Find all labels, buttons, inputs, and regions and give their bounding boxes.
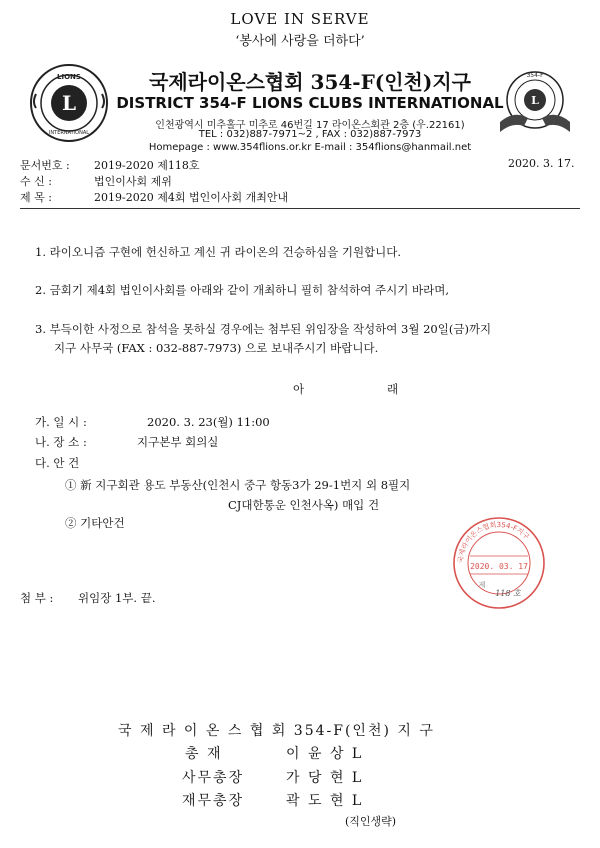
paragraph-2: 2. 금회기 제4회 법인이사회를 아래와 같이 개최하니 필히 참석하여 주시기 바라며, bbox=[35, 283, 449, 297]
signature-org: 국 제 라 이 온 스 협 회 354-F(인천) 지 구 bbox=[118, 723, 435, 739]
signer-2-title: 사무총장 bbox=[182, 770, 245, 786]
agenda-item-2: ② 기타안건 bbox=[65, 516, 125, 530]
logo-right-text: 354-F bbox=[526, 72, 544, 79]
signer-2-name: 가 당 현 L bbox=[286, 770, 364, 786]
org-name-en: DISTRICT 354-F LIONS CLUBS INTERNATIONAL bbox=[116, 94, 504, 112]
tel-fax: TEL : 032)887-7971~2 , FAX : 032)887-7973 bbox=[198, 129, 422, 140]
motto-sub: ‘봉사에 사랑을 더하다’ bbox=[235, 34, 365, 49]
stamp-mark-1: 제 bbox=[478, 581, 486, 589]
attachment-label: 첨 부 : bbox=[20, 591, 54, 605]
paragraph-3-line1: 3. 부득이한 사정으로 참석을 못하실 경우에는 첨부된 위임장을 작성하여 3월 20일(금)까지 bbox=[35, 322, 492, 336]
recipient-label: 수 신 : bbox=[20, 175, 52, 188]
stamp-mark-2: 118 호 bbox=[495, 589, 521, 598]
below-right: 래 bbox=[387, 382, 399, 396]
logo-left-text2: INTERNATIONAL bbox=[48, 130, 90, 136]
below-left: 아 bbox=[293, 382, 305, 396]
doc-date: 2020. 3. 17. bbox=[508, 157, 575, 170]
seal-omitted-note: (직인생략) bbox=[345, 815, 397, 828]
signer-1-name: 이 윤 상 L bbox=[286, 746, 364, 762]
motto: LOVE IN SERVE bbox=[230, 10, 370, 28]
received-stamp bbox=[452, 516, 546, 610]
detail-place-value: 지구본부 회의실 bbox=[137, 435, 219, 449]
web-email: Homepage : www.354flions.or.kr E-mail : 354flions@hanmail.net bbox=[148, 142, 472, 153]
logo-left-text: LIONS bbox=[57, 73, 81, 81]
paragraph-3-line2: 지구 사무국 (FAX : 032-887-7973) 으로 보내주시기 바랍니다. bbox=[54, 341, 379, 355]
svg-text:L: L bbox=[61, 91, 77, 115]
lions-logo-left bbox=[28, 62, 110, 144]
paragraph-1: 1. 라이오니즘 구현에 헌신하고 계신 귀 라이온의 건승하심을 기원합니다. bbox=[35, 245, 402, 259]
detail-agenda-label: 다. 안 건 bbox=[35, 456, 80, 470]
attachment-value: 위임장 1부. 끝. bbox=[78, 591, 156, 605]
subject-label: 제 목 : bbox=[20, 191, 52, 204]
svg-text:국제라이온스협회354-F지구 bbox=[457, 520, 531, 563]
signer-3-name: 곽 도 현 L bbox=[286, 793, 364, 809]
detail-place-label: 나. 장 소 : bbox=[35, 435, 87, 449]
subject: 2019-2020 제4회 법인이사회 개최안내 bbox=[94, 191, 289, 204]
detail-date-label: 가. 일 시 : bbox=[35, 415, 87, 429]
doc-no: 2019-2020 제118호 bbox=[94, 159, 200, 172]
agenda-item-1-line1: ① 新 지구회관 용도 부동산(인천시 중구 항동3가 29-1번지 외 8필지 bbox=[65, 478, 411, 492]
doc-no-label: 문서번호 : bbox=[20, 159, 70, 172]
recipient: 법인이사회 제위 bbox=[94, 175, 172, 188]
svg-text:L: L bbox=[531, 94, 539, 107]
stamp-ring-text: 국제라이온스협회354-F지구 bbox=[456, 520, 531, 564]
district-logo-right bbox=[494, 62, 576, 144]
address: 인천광역시 미추홀구 미추로 46번길 17 라이온스회관 2층 (우.22161) bbox=[155, 120, 465, 131]
stamp-date: 2020. 03. 17 bbox=[470, 562, 528, 571]
agenda-item-1-line2: CJ대한통운 인천사옥) 매입 건 bbox=[228, 498, 380, 512]
org-name-kr: 국제라이온스협회 354-F(인천)지구 bbox=[149, 70, 471, 94]
detail-date-value: 2020. 3. 23(월) 11:00 bbox=[147, 415, 270, 429]
divider bbox=[20, 208, 580, 209]
signer-1-title: 총 재 bbox=[185, 746, 223, 762]
signer-3-title: 재무총장 bbox=[182, 793, 245, 809]
